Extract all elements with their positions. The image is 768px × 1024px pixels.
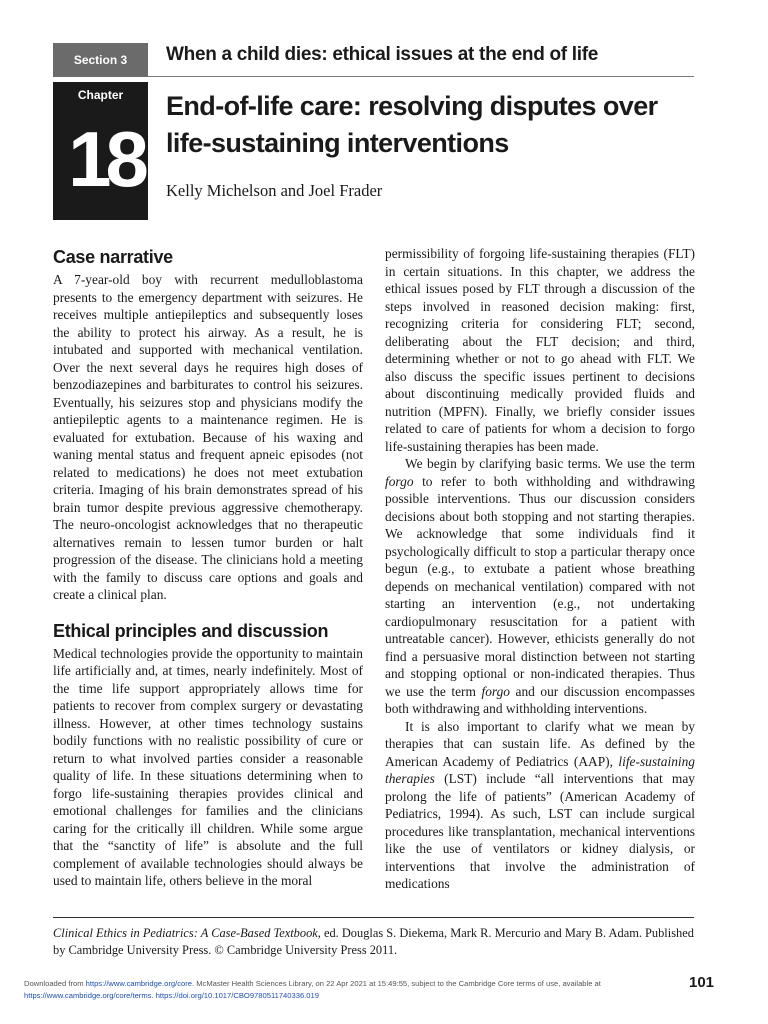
- page-number: 101: [689, 974, 715, 991]
- download-middle: . McMaster Health Sciences Library, on 22 Apr 2021 at 15:49:55, subject to the Cambridge Core terms of use, available at: [192, 979, 601, 988]
- chapter-authors: Kelly Michelson and Joel Frader: [166, 181, 383, 200]
- section-badge: [53, 43, 148, 77]
- text-span: and our discussion encompasses both withdrawing and withholding interventions.: [385, 683, 695, 716]
- text-span: We begin by clarifying basic terms. We use the term: [405, 456, 695, 471]
- citation-rest: , ed. Douglas S. Diekema, Mark R. Mercurio and Mary B. Adam. Published by Cambridge University Press. © Cambridge University Press 2011.: [53, 926, 694, 957]
- paragraph-flt: permissibility of forgoing life-sustaining therapies (FLT) in certain situations. In this chapter, we address the ethical issues posed by FLT through a discussion of the steps involved in reasoned decision making: first, recognizing criteria for considering FLT; second, deliberating about the FLT decision; and third, determining whether or not to go ahead with FLT. We also discuss the specific issues pertinent to decisions about discontinuing medically provided fluids and nutrition (MPFN). Finally, we briefly consider issues related to care of patients for whom a decision to forgo life-sustaining therapies has been made.: [385, 246, 695, 454]
- chapter-badge: [53, 82, 148, 220]
- section-title: When a child dies: ethical issues at the end of life: [166, 44, 599, 65]
- text-span: It is also important to clarify what we mean by therapies that can sustain life. As defined by the American Academy of Pediatrics (AAP),: [385, 718, 695, 769]
- chapter-title: End-of-life care: resolving disputes over life-sustaining interventions: [166, 91, 658, 158]
- paragraph-basic-terms: [385, 455, 695, 718]
- download-prefix: Downloaded from: [24, 979, 86, 988]
- left-column: [53, 245, 363, 890]
- term-forgo: forgo: [481, 683, 510, 699]
- separator: .: [151, 991, 156, 1000]
- chapter-label: Chapter: [77, 88, 124, 102]
- footnote-rule: [53, 917, 694, 918]
- term-forgo: forgo: [385, 473, 414, 489]
- text-span: (LST) include “all interventions that may prolong the life of patients” (American Academy of Pediatrics, 1994). As such, LST can include surgical procedures like transplantation, mechanical interventions like the use of ventilators or kidney dialysis, or interventions that involve the administration of medications: [385, 771, 695, 891]
- citation-footnote: [53, 925, 694, 959]
- paragraph-lst: [385, 718, 695, 893]
- case-paragraph: A 7-year-old boy with recurrent medulloblastoma presents to the emergency department with seizures. He receives multiple antiepileptics and subsequently loses the ability to protect his airway. As a result, he is intubated and supported with mechanical ventilation. Over the next several days he requires high doses of benzodiazepines and barbiturates to control his seizures. Eventually, his seizures stop and physicians modify the antiepileptic agents to a maintenance regimen. He is evaluated for extubation. Because of his waxing and waning mental status and frequent apneic episodes (not related to medications) he does not meet extubation criteria. Imaging of his brain demonstrates spread of his brain tumor despite previous aggressive chemotherapy. The neuro-oncologist acknowledges that no therapeutic alternatives remain to lessen tumor burden or halt progression of the disease. The clinicians hold a meeting with the family to discuss care options and goals and create a clinical plan.: [53, 272, 363, 602]
- doi-link[interactable]: https://doi.org/10.1017/CBO9780511740336.019: [155, 991, 319, 1000]
- term-lst: life-sustaining therapies: [385, 753, 695, 786]
- book-title: Clinical Ethics in Pediatrics: A Case-Based Textbook: [53, 926, 318, 940]
- heading-ethical-principles: Ethical principles and discussion: [53, 620, 329, 641]
- ethics-paragraph: Medical technologies provide the opportunity to maintain life artificially and, at times, nearly indefinitely. Most of the time life support appropriately allows time for patients to recover from complex surgery or devastating illness. However, at other times technology sustains bodily functions with no realistic possibility of cure or return to what involved parties consider a reasonable quality of life. In these situations determining when to forgo life-sustaining therapies provides clinical and emotional challenges for families and the clinicians caring for the critically ill children. While some argue that the “sanctity of life” is absolute and the full complement of available technologies should always be used to maintain life, others believe in the moral: [53, 645, 363, 888]
- text-span: to refer to both withholding and withdrawing possible interventions. Thus our discussion considers decisions about both stopping and not starting therapies. We acknowledge that some individuals find it psychologically difficult to stop a particular therapy once begun (e.g., to extubate a patient whose breathing depends on mechanical ventilation) compared with not starting an intervention (e.g., not undertaking cardiopulmonary resuscitation for a patient with untreatable cancer). However, ethicists generally do not find a persuasive moral distinction between not starting and stopping optional or non-indicated therapies. Thus we use the term: [385, 473, 695, 699]
- core-link[interactable]: https://www.cambridge.org/core: [85, 979, 192, 988]
- terms-link[interactable]: https://www.cambridge.org/core/terms: [24, 991, 152, 1000]
- section-label: Section 3: [73, 53, 128, 67]
- section-rule: [148, 76, 694, 77]
- heading-case-narrative: Case narrative: [53, 247, 173, 267]
- right-column: [385, 245, 695, 893]
- chapter-number: 18: [68, 115, 143, 203]
- download-notice: [24, 978, 714, 1002]
